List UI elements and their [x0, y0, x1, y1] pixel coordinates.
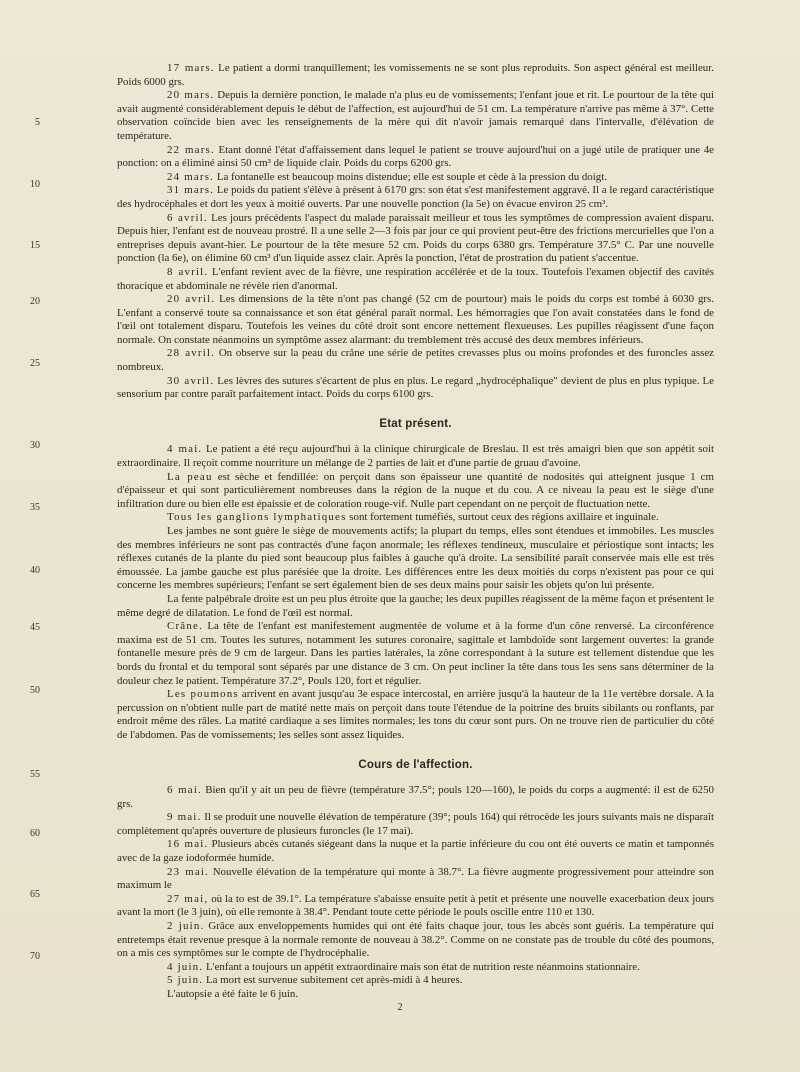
line-number: 15	[30, 240, 40, 251]
entry-text: sont fortement tuméfiés, surtout ceux des régions axillaire et inguinale.	[349, 511, 659, 524]
paragraph	[117, 171, 714, 185]
line-number: 65	[30, 889, 40, 900]
line-number: 5	[35, 117, 40, 128]
entry-text: où la to est de 39.1°. La température s'abaisse ensuite petit à petit et présente une nouvelle exacerbation deux jours avant la mort (le 3 juin), où elle remonte à 38.4°. Pendant toute cette période le pouls oscille entre 110 et 130.	[117, 892, 714, 919]
line-number: 20	[30, 296, 40, 307]
entry-date: 24 mars.	[167, 170, 215, 183]
entry-text: L'enfant revient avec de la fièvre, une respiration accélérée et de la toux. Toutefois l'examen objectif des cavités thoracique et abdominale ne révèle rien d'anormal.	[117, 265, 714, 292]
line-number: 70	[30, 951, 40, 962]
line-number: 60	[30, 828, 40, 839]
paragraph	[117, 974, 714, 988]
entry-date: 6 mai.	[167, 784, 202, 797]
paragraph	[117, 893, 714, 920]
line-number: 35	[30, 502, 40, 513]
paragraph	[117, 620, 714, 688]
line-number: 25	[30, 358, 40, 369]
entry-text: Les dimensions de la tête n'ont pas changé (52 cm de pourtour) mais le poids du corps est tombé à 6030 grs. L'enfant a conservé toute sa connaissance et son état général paraît normal. Les hémorragies que l'on avait constatées dans le fond de l'œil ont totalement disparu. Toutefois les veines du côté droit sont encore nettement flexueuses. Les pupilles réagissent d'une façon normale. On constate néanmoins un symptôme assez alarmant: du tremblement très accusé des deux membres inférieurs.	[117, 293, 714, 346]
paragraph	[117, 688, 714, 742]
entry-date: 16 mai.	[167, 838, 209, 851]
entry-date: 27 mai,	[167, 892, 209, 905]
entry-date: 28 avril.	[167, 347, 216, 360]
entry-text: est sèche et fendillée: on perçoit dans son épaisseur une quantité de nodosités qui atteignent jusque 1 cm d'épaisseur et qui sont particulièrement nombreuses dans la région de la nuque et du cou. A ce niveau la peau est le siège d'une infiltration dure ou bien elle est épaissie et de coloration rouge-vif. Nulle part cependant on ne perçoit de fluctuation nette.	[117, 470, 714, 510]
entry-text: Les jambes ne sont guère le siège de mouvements actifs; la plupart du temps, elles sont étendues et immobiles. Les muscles des membres inférieurs ne sont pas contractés d'une façon anormale; les réflexes tendineux, musculaire et périostique sont intacts; les réflexes cutanés de la plante du pied sont beaucoup plus faibles à gauche qu'à droite. La sensibilité paraît conservée mais elle est très émoussée. La jambe gauche est plus parésiée que la droite. Les différences entre les deux moitiés du corps n'existent pas pour ce qui concerne les membres supérieurs; l'enfant se sert également bien de ses deux mains pour saisir les objets qu'on lui présente.	[117, 525, 714, 592]
entry-text: Etant donné l'état d'affaissement dans lequel le patient se trouve aujourd'hui on a jugé utile de pratiquer une 4e ponction: on a éliminé ainsi 50 cm³ de liquide clair. Poids du corps 6200 grs.	[117, 143, 714, 170]
paragraph	[117, 784, 714, 811]
line-number: 45	[30, 622, 40, 633]
entry-text: Nouvelle élévation de la température qui monte à 38.7°. La fièvre augmente progressivement pour atteindre son maximum le	[117, 865, 714, 892]
entry-date: 9 mai.	[167, 811, 202, 824]
entry-text: Le patient a dormi tranquillement; les vomissements ne se sont plus reproduits. Son aspect général est meilleur. Poids 6000 grs.	[117, 62, 714, 88]
paragraph	[117, 838, 714, 865]
entry-text: Bien qu'il y ait un peu de fièvre (température 37.5°; pouls 120—160), le poids du corps a augmenté: il est de 6250 grs.	[117, 784, 714, 810]
entry-date: 8 avril.	[167, 265, 209, 278]
entry-date: 31 mars.	[167, 184, 215, 197]
paragraph	[117, 961, 714, 975]
entry-text: Depuis la dernière ponction, le malade n'a plus eu de vomissements; l'enfant joue et rit. Le pourtour de la tête qui avait augmenté considérablement depuis le début de l'affection, est aujourd'hui de 51 cm. La température n'arrive pas même à 37°. Cette observation coïncide bien avec les renseignements de la mère qui dit n'avoir jamais remarqué dans l'intervalle, d'élévation de température.	[117, 89, 714, 142]
line-number: 30	[30, 440, 40, 451]
entry-text: arrivent en avant jusqu'au 3e espace intercostal, en arrière jusqu'à la hauteur de la 11e vertèbre dorsale. A la percussion on n'obtient nulle part de matité nette mais on perçoit dans toute l'étendue de la poitrine des bruits sibilants ou ronflants, par endroit même des râles. La matité cardiaque a ses limites normales; les tons du cœur sont purs. On ne trouve rien de particulier du côté de l'abdomen. Pas de vomissements; les selles sont assez liquides.	[117, 688, 714, 741]
paragraph	[117, 443, 714, 470]
paragraph	[117, 212, 714, 266]
page-number: 2	[397, 1002, 403, 1013]
article-body	[117, 62, 714, 1002]
line-number: 10	[30, 179, 40, 190]
entry-lead: Crâne.	[167, 620, 203, 633]
paragraph	[117, 375, 714, 402]
paragraph	[117, 293, 714, 347]
entry-lead: Tous les ganglions lymphatiques	[167, 511, 347, 524]
entry-date: 23 mai.	[167, 865, 210, 878]
paragraph	[117, 347, 714, 374]
entry-text: Les jours précédents l'aspect du malade paraissait meilleur et tous les symptômes de compression avaient disparu. Depuis hier, l'enfant est de nouveau prostré. Il a une selle 2—3 fois par jour ce qui provient peut-être des frictions mercurielles que l'on a entreprises depuis avant-hier. Le pourtour de la tête mesure 52 cm. Poids du corps 6380 grs. Température 37.5° C. Par une nouvelle ponction (la 6e), on élimine 60 cm³ d'un liquide assez clair. Après la ponction, l'état de prostration du patient s'accentue.	[117, 211, 714, 265]
entry-text: Il se produit une nouvelle élévation de température (39°; pouls 164) qui rétrocède les jours suivants mais ne disparaît complètement qu'après ouverture de plusieurs furoncles (le 17 mai).	[117, 811, 715, 837]
entry-lead: La peau	[167, 470, 213, 483]
entry-lead: Les poumons	[167, 688, 239, 701]
entry-date: 5 juin.	[167, 974, 204, 987]
entry-date: 20 avril.	[167, 293, 216, 306]
paragraph	[117, 266, 714, 293]
paragraph	[117, 62, 714, 89]
paragraph	[117, 511, 714, 525]
paragraph	[117, 866, 714, 893]
entry-date: 17 mars.	[167, 62, 215, 74]
paragraph	[117, 920, 714, 961]
paragraph	[117, 811, 714, 838]
entry-text: L'autopsie a été faite le 6 juin.	[167, 988, 299, 1000]
section-heading: Cours de l'affection.	[358, 758, 473, 771]
entry-text: L'enfant a toujours un appétit extraordinaire mais son état de nutrition reste néanmoins stationnaire.	[205, 960, 640, 973]
paragraph	[117, 988, 714, 1002]
section-heading: Etat présent.	[379, 417, 452, 430]
entry-text: Le poids du patient s'élève à présent à 6170 grs: son état s'est manifestement aggravé. Il a le regard caractéristique des hydrocéphales et dort les yeux à moitié ouverts. Par une nouvelle ponction (la 5e) on évacue environ 25 cm³.	[117, 184, 714, 210]
paragraph	[117, 471, 714, 512]
paragraph	[117, 593, 714, 620]
entry-date: 6 avril.	[167, 211, 208, 224]
line-number: 50	[30, 685, 40, 696]
paragraph	[117, 525, 714, 593]
entry-date: 20 mars.	[167, 89, 215, 102]
paragraph	[117, 89, 714, 143]
line-number: 40	[30, 565, 40, 576]
paragraph	[117, 184, 714, 211]
line-number: 55	[30, 769, 40, 780]
entry-text: Plusieurs abcès cutanés siégeant dans la nuque et la partie inférieure du cou ont été ouverts ce matin et tamponnés avec de la gaze iodoformée humide.	[117, 838, 714, 865]
entry-text: La mort est survenue subitement cet après-midi à 4 heures.	[205, 974, 463, 987]
entry-date: 2 juin.	[167, 920, 205, 933]
entry-text: Le patient a été reçu aujourd'hui à la clinique chirurgicale de Breslau. Il est très amaigri bien que son appétit soit extraordinaire. Il reçoit comme nourriture un mélange de 2 parties de lait et d'une partie de gruau d'avoine.	[117, 443, 715, 470]
entry-date: 22 mars.	[167, 143, 215, 156]
entry-text: Les lèvres des sutures s'écartent de plus en plus. Le regard „hydrocéphalique" devient de plus en plus typique. Le sensorium par contre paraît parfaitement intact. Poids du corps 6100 grs.	[117, 374, 714, 401]
entry-date: 4 juin.	[167, 960, 204, 973]
entry-text: La fontanelle est beaucoup moins distendue; elle est souple et cède à la pression du doigt.	[216, 170, 607, 183]
entry-text: La tête de l'enfant est manifestement augmentée de volume et à la forme d'un cône renversé. La circonférence maxima est de 51 cm. Toutes les sutures, notamment les sutures coronaire, sagittale et lambdoïde sont largement ouvertes: la grande fontanelle mesure près de 9 cm de largeur. Dans les parties latérales, la zône correspondant à la suture est tellement distendue que les bords du frontal et du temporal sont séparés par une distance de 3 cm. On peut incliner la tête dans tous les sens sans déterminer de la douleur chez le patient. Température 37.2°, Pouls 120, fort et régulier.	[117, 620, 714, 687]
paragraph	[117, 144, 714, 171]
entry-text: On observe sur la peau du crâne une série de petites crevasses plus ou moins profondes et des furoncles assez nombreux.	[117, 347, 714, 374]
entry-date: 30 avril.	[167, 374, 215, 387]
entry-date: 4 mai.	[167, 443, 203, 456]
entry-text: Grâce aux enveloppements humides qui ont été faits chaque jour, tous les abcès sont guéris. La température qui entretemps était revenue presque à la normale remonte de nouveau à 38.2°. Comme on ne constate pas de trouble du côté des poumons, on a mis ces symptômes sur le compte de l'hydrocéphalie.	[117, 920, 714, 960]
entry-text: La fente palpébrale droite est un peu plus étroite que la gauche; les deux pupilles réagissent de la même façon et présentent le même degré de dilatation. Le fond de l'œil est normal.	[117, 592, 714, 619]
